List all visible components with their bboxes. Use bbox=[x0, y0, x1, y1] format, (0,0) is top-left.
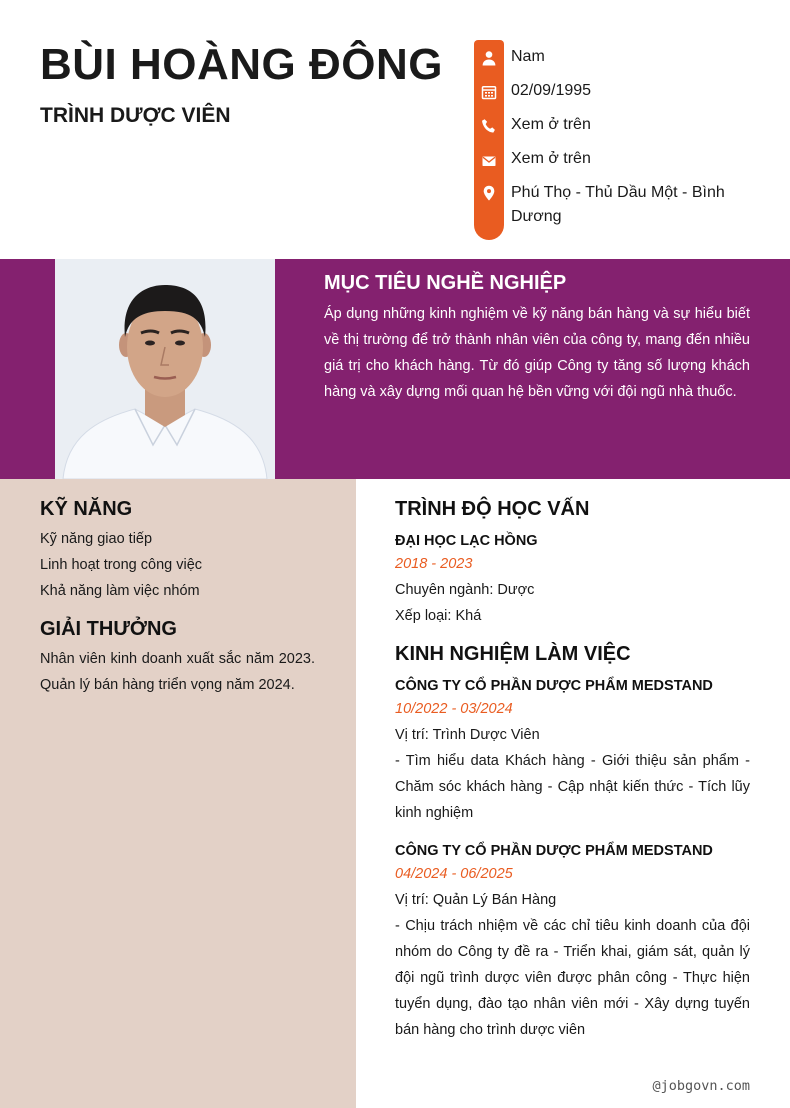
job-description: - Tìm hiểu data Khách hàng - Giới thiệu sản phẩm - Chăm sóc khách hàng - Cập nhật kiến thức - Tích lũy kinh nghiệm bbox=[395, 753, 750, 821]
contact-phone: Xem ở trên bbox=[511, 116, 591, 133]
profile-photo bbox=[55, 259, 275, 479]
skills-title: KỸ NĂNG bbox=[40, 498, 133, 520]
job-company: CÔNG TY CỔ PHẦN DƯỢC PHẨM MEDSTAND bbox=[395, 843, 713, 859]
contact-birthday: 02/09/1995 bbox=[511, 82, 592, 99]
job-period: 10/2022 - 03/2024 bbox=[395, 701, 513, 717]
award-item: Quản lý bán hàng triển vọng năm 2024. bbox=[40, 677, 295, 693]
skill-item: Linh hoạt trong công việc bbox=[40, 557, 203, 573]
email-icon bbox=[480, 152, 498, 170]
location-icon bbox=[480, 184, 498, 202]
education-major: Chuyên ngành: Dược bbox=[395, 582, 535, 598]
user-icon bbox=[480, 49, 498, 67]
phone-icon bbox=[480, 117, 498, 135]
watermark: @jobgovn.com bbox=[652, 1078, 750, 1094]
objective-title: MỤC TIÊU NGHỀ NGHIỆP bbox=[324, 272, 567, 294]
candidate-title: TRÌNH DƯỢC VIÊN bbox=[40, 104, 231, 127]
awards-title: GIẢI THƯỞNG bbox=[40, 618, 177, 640]
skill-item: Kỹ năng giao tiếp bbox=[40, 531, 153, 547]
award-item: Nhân viên kinh doanh xuất sắc năm 2023. bbox=[40, 651, 315, 667]
calendar-icon bbox=[480, 83, 498, 101]
job-position: Vị trí: Quản Lý Bán Hàng bbox=[395, 892, 557, 908]
job-company: CÔNG TY CỔ PHẦN DƯỢC PHẨM MEDSTAND bbox=[395, 678, 713, 694]
contact-gender: Nam bbox=[511, 48, 545, 65]
job-description: - Chịu trách nhiệm về các chỉ tiêu kinh doanh của đội nhóm do Công ty đề ra - Triển khai, giám sát, quản lý đội ngũ trình dược viên được phân công - Thực hiện tuyển dụng, đào tạo nhân viên mới - Xây dựng tuyến bán hàng cho trình dược viên bbox=[395, 918, 750, 1038]
experience-title: KINH NGHIỆM LÀM VIỆC bbox=[395, 643, 631, 665]
objective-text: Áp dụng những kinh nghiệm về kỹ năng bán hàng và sự hiểu biết về thị trường để trở thành nhân viên của công ty, mang đến nhiều giá trị cho khách hàng. Từ đó giúp Công ty tăng số lượng khách hàng và xây dựng mối quan hệ bền vững với đội ngũ nhà thuốc. bbox=[324, 306, 750, 400]
candidate-name: BÙI HOÀNG ĐÔNG bbox=[40, 40, 443, 89]
contact-email: Xem ở trên bbox=[511, 150, 591, 167]
education-period: 2018 - 2023 bbox=[395, 556, 473, 572]
contact-bar bbox=[474, 40, 504, 240]
education-school: ĐẠI HỌC LẠC HỒNG bbox=[395, 533, 538, 549]
education-title: TRÌNH ĐỘ HỌC VẤN bbox=[395, 498, 590, 520]
contact-address: Phú Thọ - Thủ Dầu Một - Bình Dương bbox=[511, 184, 725, 225]
job-position: Vị trí: Trình Dược Viên bbox=[395, 727, 540, 743]
job-period: 04/2024 - 06/2025 bbox=[395, 866, 513, 882]
education-grade: Xếp loại: Khá bbox=[395, 608, 482, 624]
skill-item: Khả năng làm việc nhóm bbox=[40, 583, 200, 599]
